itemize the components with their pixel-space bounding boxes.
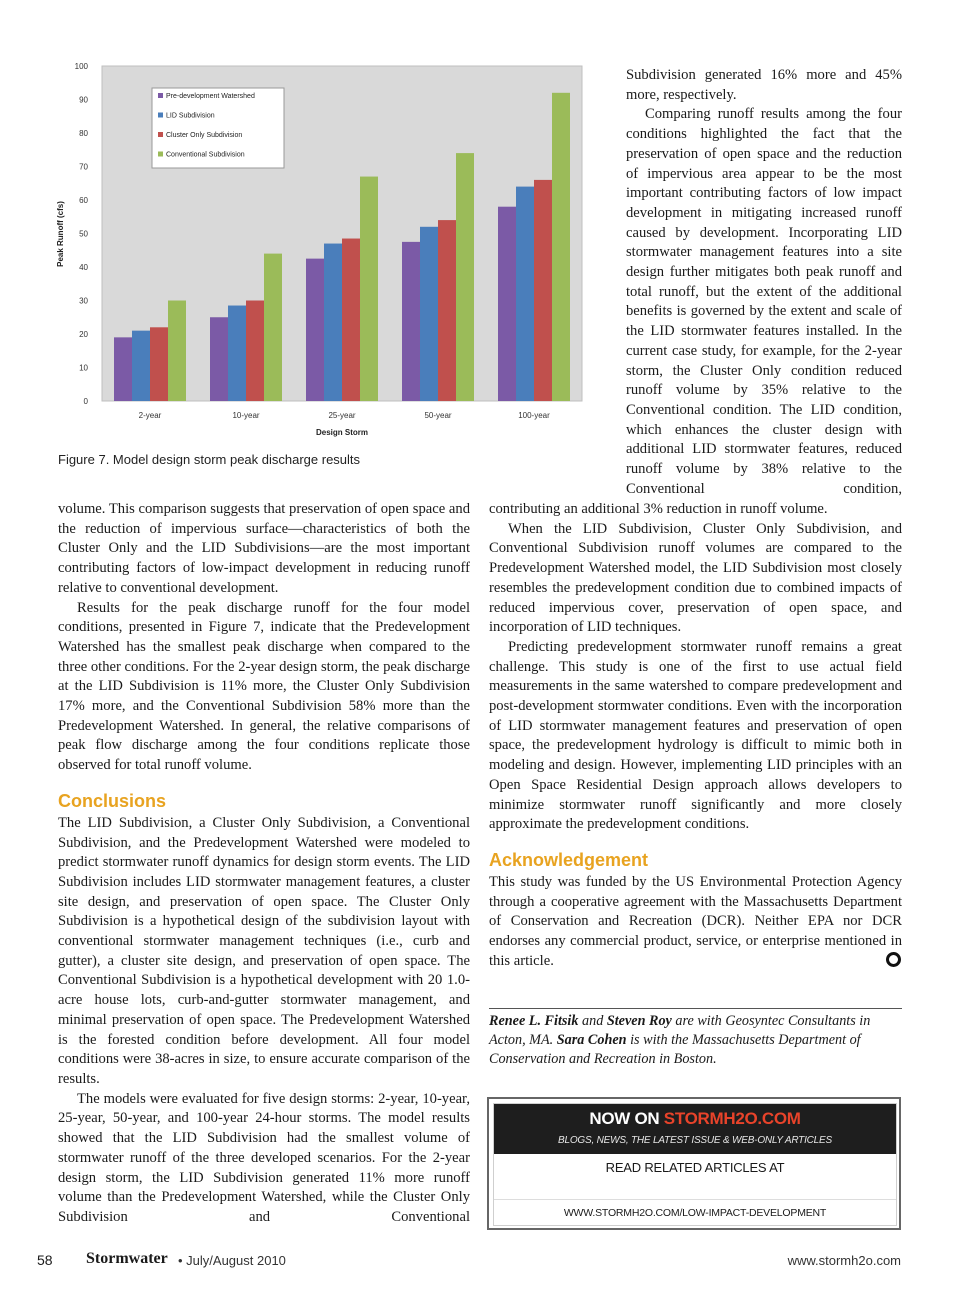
figure-caption: Figure 7. Model design storm peak discharge results [58, 452, 361, 467]
author-name: Sara Cohen [556, 1032, 627, 1048]
legend-swatch [158, 93, 163, 98]
bar-cluster-only-subdivision-2-year [150, 327, 168, 401]
bar-pre-development-watershed-100-year [498, 207, 516, 401]
paragraph: Comparing runoff results among the four conditions highlighted the fact that the preservation of open space and the reduction of impervious area appear to be the most important contributing factors of low impact development in mitigating increased runoff caused by development. Incorporating LID stormwater management features into a site design further mitigates both peak runoff and total runoff, but the extent of the additional benefits is governed by the extent and scale of the LID stormwater features installed. In the current case study, for example, for the 2-year storm, the Cluster Only condition reduced runoff volume by 35% relative to the Conventional condition. The LID condition, which enhances the cluster design with additional LID stormwater features, reduced runoff volume by 38% relative to the Conventional condition, [626, 106, 902, 497]
bar-conventional-subdivision-50-year [456, 153, 474, 401]
promo-header [494, 1104, 896, 1154]
promo-divider [494, 1199, 896, 1200]
page-footer [37, 1252, 903, 1272]
bar-conventional-subdivision-25-year [360, 177, 378, 401]
x-tick-label: 25-year [328, 411, 356, 420]
issue-date: • July/August 2010 [178, 1253, 286, 1268]
author-divider [489, 1008, 902, 1009]
bar-cluster-only-subdivision-100-year [534, 180, 552, 401]
page-number: 58 [37, 1252, 53, 1268]
y-axis-label: Peak Runoff (cfs) [56, 201, 65, 267]
right-column-top [626, 66, 902, 499]
conclusions-heading: Conclusions [58, 790, 167, 811]
legend-swatch [158, 152, 163, 157]
acknowledgement-heading: Acknowledgement [489, 849, 649, 870]
legend-label: LID Subdivision [166, 112, 215, 120]
x-tick-label: 50-year [424, 411, 452, 420]
promo-read-text: READ RELATED ARTICLES AT [605, 1160, 785, 1175]
legend-label: Cluster Only Subdivision [166, 132, 243, 139]
promo-url-link[interactable]: WWW.STORMH2O.COM/LOW-IMPACT-DEVELOPMENT [563, 1207, 827, 1219]
x-axis-label: Design Storm [315, 428, 369, 437]
magazine-name: Stormwater [86, 1250, 168, 1267]
y-tick-label: 100 [74, 62, 88, 71]
x-tick-label: 10-year [232, 411, 260, 420]
peak-discharge-chart [50, 56, 590, 446]
paragraph: The LID Subdivision, a Cluster Only Subdivision, a Conventional Subdivision, and the Predevelopment Watershed were modeled to predict stormwater runoff dynamics for design storm events. The LID Subdivision includes LID stormwater management features, a cluster site design, and preservation of open space. The Cluster Only Subdivision is a hypothetical design of the subdivision layout with conventional stormwater management techniques (i.e., curb and gutter), a cluster site design, and preservation of open space. The Conventional Subdivision is a hypothetical development with 20 1.0-acre house lots, curb-and-gutter stormwater management, and minimal preservation of open space. The Predevelopment Watershed is the forested condition before development. All four model conditions were 38-acres in size, to ensure accurate comparison of the results. [58, 814, 470, 1087]
website-link[interactable]: www.stormh2o.com [787, 1253, 901, 1268]
bar-lid-subdivision-50-year [420, 227, 438, 401]
bar-lid-subdivision-25-year [324, 244, 342, 401]
y-tick-label: 30 [79, 296, 88, 306]
y-tick-label: 10 [79, 363, 88, 373]
promo-title [494, 1104, 896, 1129]
paragraph: Results for the peak discharge runoff for the four model conditions, presented in Figure 7, indicate that the Predevelopment Watershed has the smallest peak discharge when compared to the three other conditions. For the 2-year design storm, the peak discharge at the LID Subdivision is 11% more, the Cluster Only Subdivision 17% more, and the Conventional Subdivision 58% more than the Predevelopment Watershed. In general, the relative comparisons of peak flow discharge among the four conditions replicate those observed for total runoff volume. [58, 599, 470, 774]
bar-conventional-subdivision-2-year [168, 301, 186, 402]
x-axis-ticks [139, 411, 550, 420]
promo-inner [493, 1103, 897, 1226]
legend-swatch [158, 113, 163, 118]
promo-now-on: NOW ON [589, 1109, 664, 1128]
paragraph: Subdivision generated 16% more and 45% more, respectively. [626, 67, 902, 103]
x-tick-label: 100-year [518, 411, 550, 420]
y-tick-label: 90 [79, 95, 88, 105]
author-name: Steven Roy [606, 1013, 672, 1029]
y-tick-label: 40 [79, 263, 88, 272]
bar-pre-development-watershed-25-year [306, 259, 324, 401]
paragraph: This study was funded by the US Environmental Protection Agency through a cooperative agreement with the Massachusetts Department of Conservation and Recreation (DCR). Neither EPA nor DCR endorses any commercial product, service, or enterprise mentioned in this article. [489, 873, 902, 969]
y-tick-label: 50 [79, 229, 88, 239]
author-text: and [578, 1013, 607, 1029]
y-tick-label: 60 [79, 196, 88, 205]
bar-cluster-only-subdivision-50-year [438, 220, 456, 401]
bar-pre-development-watershed-10-year [210, 317, 228, 401]
legend-label: Conventional Subdivision [166, 151, 245, 159]
end-of-article-icon [886, 952, 901, 967]
promo-box [487, 1097, 901, 1230]
paragraph: The models were evaluated for five design storms: 2-year, 10-year, 25-year, 50-year, and 100-year 24-hour storms. The model results showed that the LID Subdivision had the smallest volume of stormwater runoff of the three developed scenarios. For the 2-year design storm, the LID Subdivision generated 11% more runoff volume than the Predevelopment Watershed, while the Cluster Only Subdivision and Conventional [58, 1090, 470, 1225]
bar-lid-subdivision-100-year [516, 187, 534, 401]
y-tick-label: 80 [79, 129, 88, 138]
bar-lid-subdivision-2-year [132, 331, 150, 401]
legend-swatch [158, 132, 163, 137]
x-tick-label: 2-year [138, 411, 162, 420]
promo-brand-link[interactable]: STORMH2O.COM [663, 1109, 801, 1128]
y-axis-ticks [75, 62, 89, 406]
bar-lid-subdivision-10-year [228, 306, 246, 401]
author-note [489, 1012, 902, 1069]
bar-cluster-only-subdivision-10-year [246, 301, 264, 402]
paragraph: contributing an additional 3% reduction in runoff volume. [489, 501, 828, 517]
author-text: is with the Massachusetts Department of Conservation and Recreation in Boston. [489, 1032, 861, 1067]
bar-conventional-subdivision-100-year [552, 93, 570, 401]
legend [152, 88, 284, 168]
y-tick-label: 20 [79, 330, 88, 339]
y-tick-label: 70 [79, 162, 88, 172]
y-tick-label: 0 [83, 397, 88, 406]
author-text: are with Geosyntec Consultants in Acton, MA. [489, 1013, 871, 1048]
bar-cluster-only-subdivision-25-year [342, 239, 360, 401]
promo-tagline: BLOGS, NEWS, THE LATEST ISSUE & WEB-ONLY ARTICLES [558, 1135, 832, 1146]
paragraph: Predicting predevelopment stormwater runoff remains a great challenge. This study is one of the first to use actual field measurements in the same watershed to compare predevelopment and post-development stormwater conditions. Even with the incorporation of LID stormwater management features and preservation of open space, the predevelopment hydrology is difficult to mimic both in modeling and design. However, implementing LID principles with an Open Space Residential Design approach allows developers to minimize stormwater runoff significantly and more closely approximate the predevelopment conditions. [489, 638, 902, 833]
author-name: Renee L. Fitsik [489, 1013, 579, 1029]
left-column [58, 500, 470, 1228]
bar-pre-development-watershed-50-year [402, 242, 420, 401]
paragraph: When the LID Subdivision, Cluster Only Subdivision, and Conventional Subdivision runoff volumes are compared to the Predevelopment Watershed model, the LID Subdivision most closely resembles the predevelopment condition due to combined impacts of reduced impervious cover, preservation of open space, and incorporation of LID techniques. [489, 520, 902, 636]
paragraph: volume. This comparison suggests that preservation of open space and the reduction of impervious surface—characteristics of both the Cluster Only and the LID Subdivisions—are the most important contributing factors of low-impact development in reducing runoff relative to conventional development. [58, 501, 470, 596]
bar-pre-development-watershed-2-year [114, 337, 132, 401]
legend-label: Pre-development Watershed [166, 93, 255, 100]
bar-conventional-subdivision-10-year [264, 254, 282, 401]
right-column-bottom [489, 500, 902, 971]
